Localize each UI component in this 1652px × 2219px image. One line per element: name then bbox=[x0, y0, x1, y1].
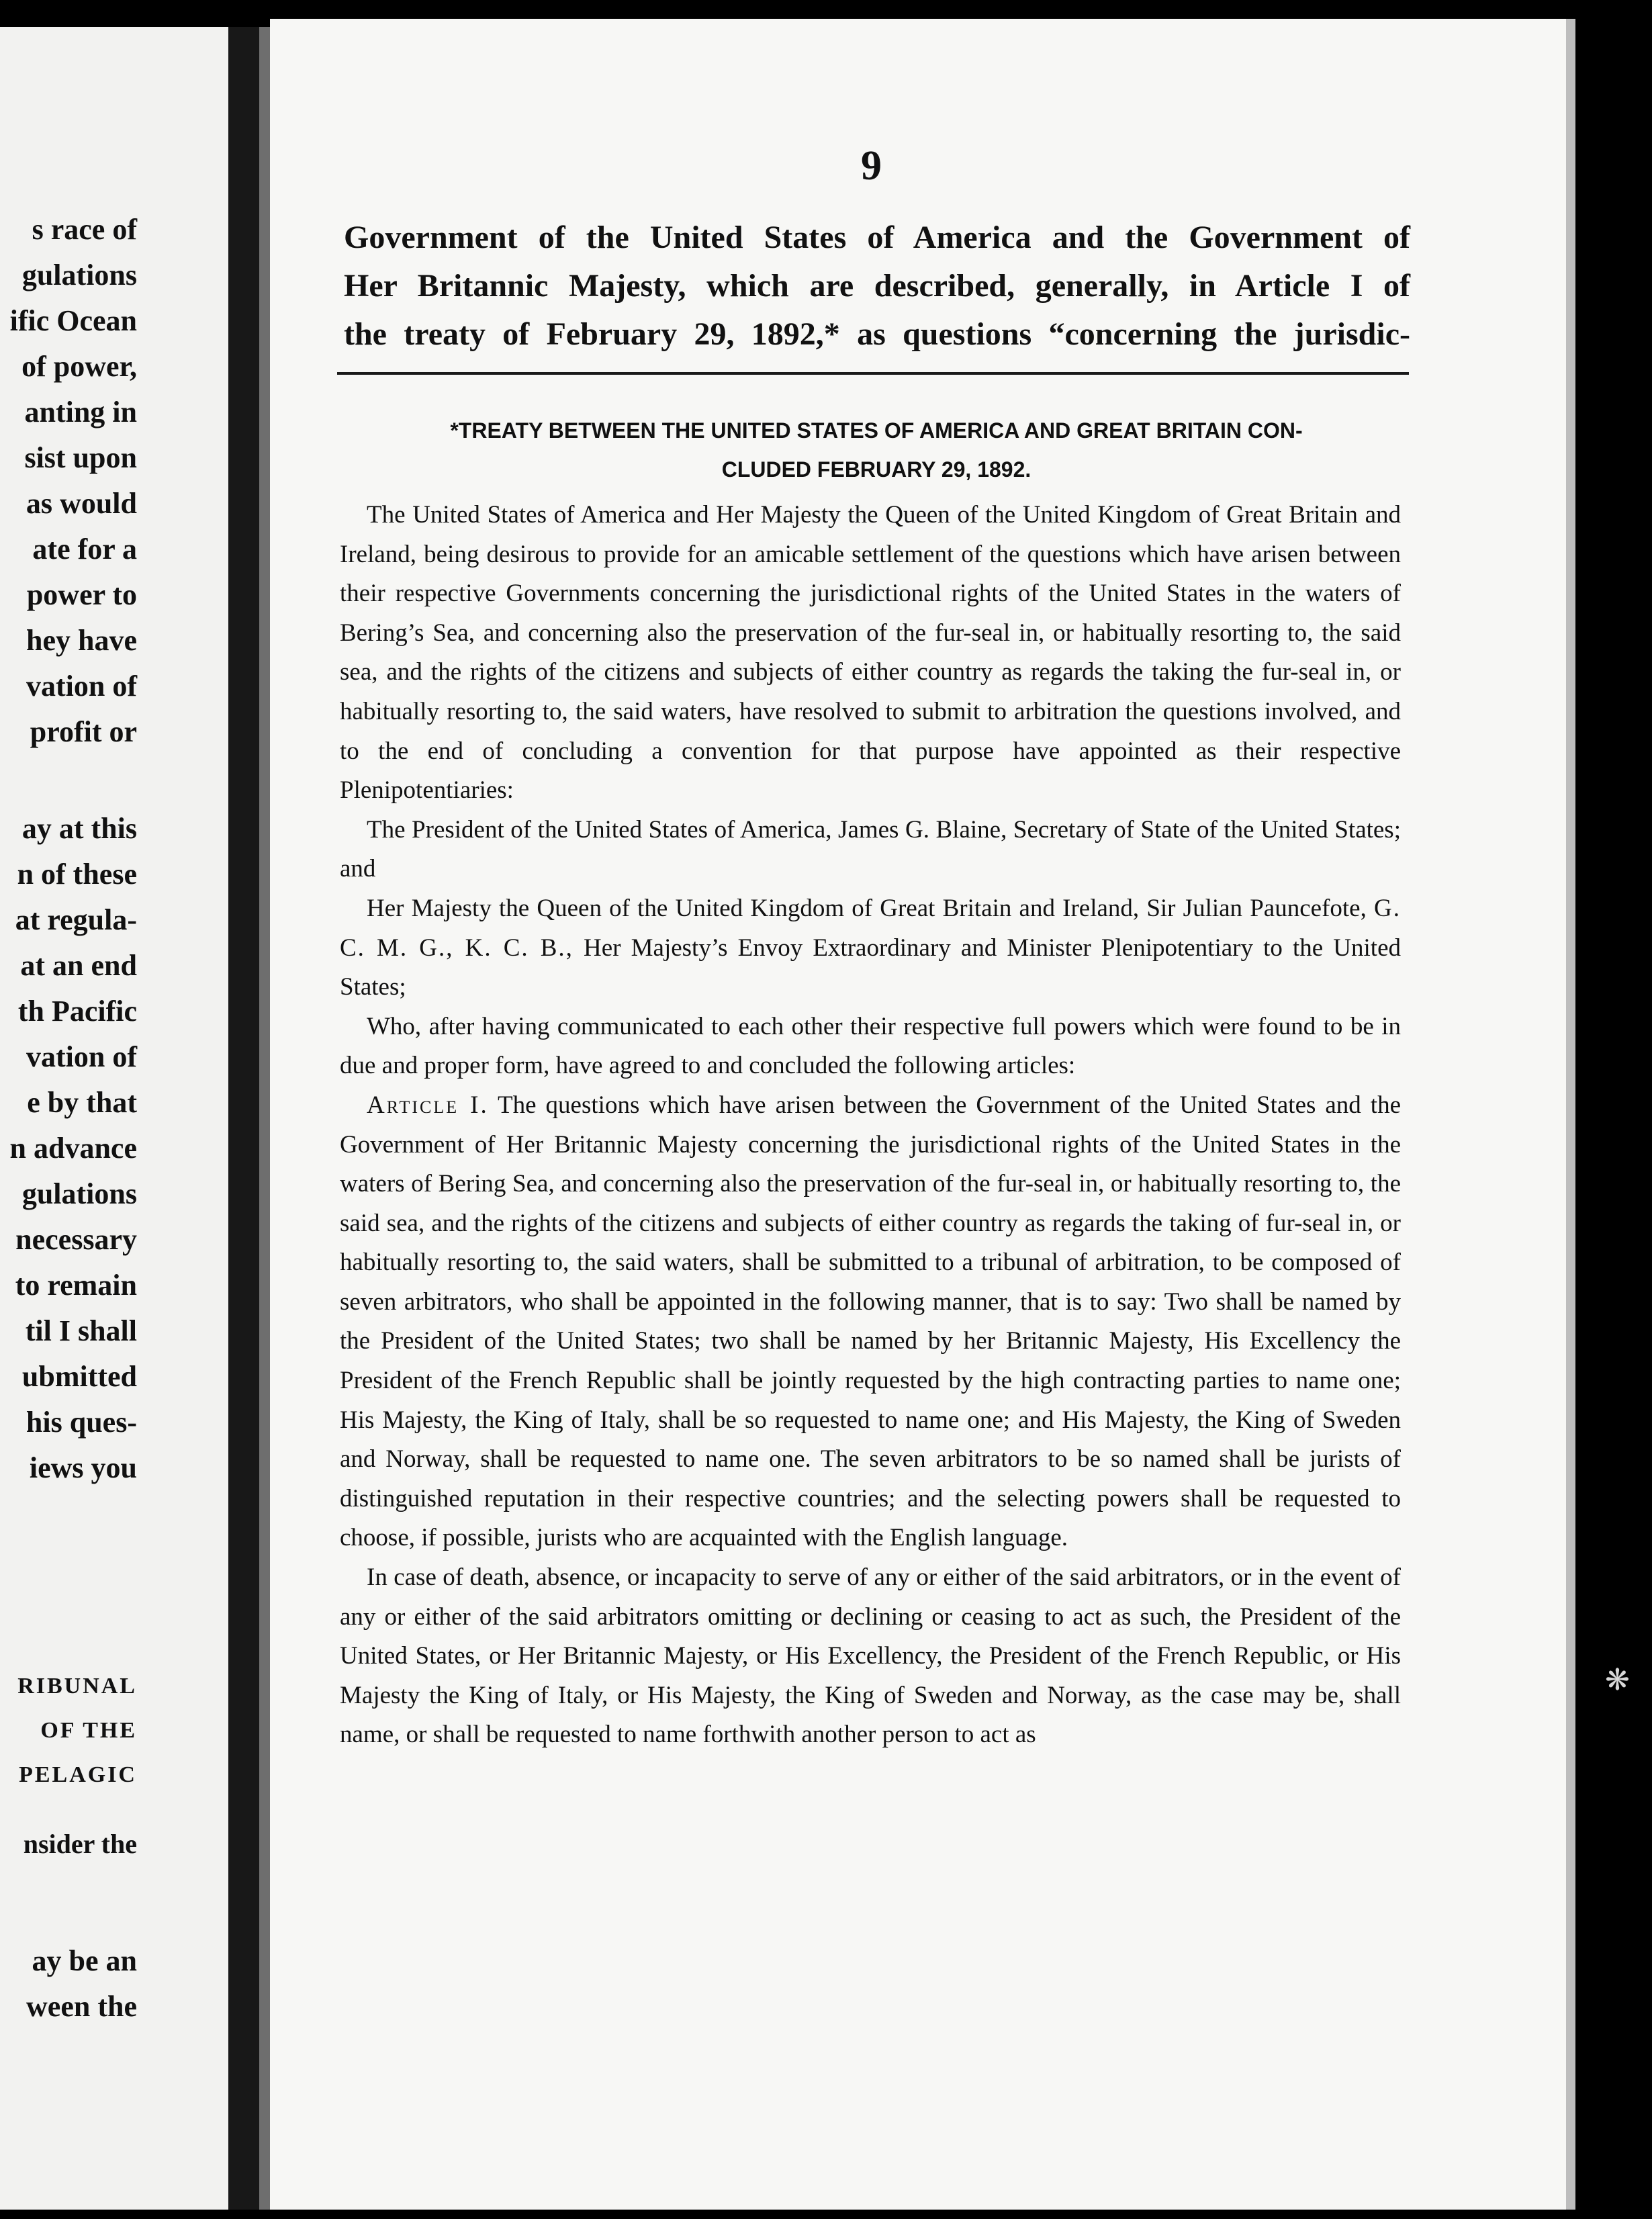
left-page-line: ific Ocean bbox=[9, 304, 137, 337]
left-page-line: gulations bbox=[21, 1177, 137, 1210]
continued-text-line: Government of the United States of America and the Government of bbox=[344, 220, 1410, 255]
treaty-title bbox=[342, 411, 1410, 489]
left-page-line: gulations bbox=[21, 259, 137, 291]
left-page-line: ate for a bbox=[32, 533, 137, 565]
page-number: 9 bbox=[861, 143, 882, 189]
left-page-line: at an end bbox=[20, 949, 137, 982]
full-powers-paragraph: Who, after having communicated to each other their respective full powers which were found to be in due and proper form, have agreed to and concluded the following articles: bbox=[340, 1012, 1401, 1080]
left-page-line: profit or bbox=[30, 715, 137, 748]
article-one-text: The questions which have arisen between the Government of the United States and the Government of Her Britannic Majesty concerning the jurisdictional rights of the United States in the waters of Bering Sea, and concerning also the preservation of the fur-seal in, or habitually resorting to, the said sea, and the rights of the citizens and subjects of either country as regards the taking of fur-seal in, or habitually resorting to, the said waters, shall be submitted to a tribunal of arbitration, to be composed of seven arbitrators, who shall be appointed in the following manner, that is to say: Two shall be named by the President of the United States; two shall be named by her Britannic Majesty, His Excellency the President of the French Republic shall be jointly requested by the high contracting parties to name one; His Majesty, the King of Italy, shall be so requested to name one; and His Majesty, the King of Sweden and Norway, shall be requested to name one. The seven arbitrators to be so named shall be jurists of distinguished reputation in their respective countries; and the selecting powers shall be requested to choose, if possible, jurists who are acquainted with the English language. bbox=[340, 1091, 1401, 1552]
book-gutter-edge bbox=[259, 27, 270, 2210]
left-page-line: as would bbox=[26, 487, 137, 520]
left-page-heading-line: PELAGIC bbox=[19, 1762, 137, 1787]
scan-speck-mark: ❋ bbox=[1605, 1664, 1630, 1696]
left-page-heading-line: RIBUNAL bbox=[17, 1674, 137, 1699]
previous-page-fragment bbox=[0, 27, 228, 2210]
continued-text-block bbox=[344, 214, 1410, 359]
left-page-line: at regula- bbox=[15, 903, 137, 936]
left-page-line: of power, bbox=[21, 350, 137, 383]
plenipotentiary-uk-paragraph bbox=[340, 889, 1401, 1007]
uk-plenipotentiary-honours: G. C. M. G., K. C. B., bbox=[340, 894, 1401, 962]
left-page-line: ubmitted bbox=[21, 1360, 137, 1393]
left-page-line: to remain bbox=[15, 1269, 137, 1302]
left-page-line: his ques- bbox=[26, 1406, 137, 1439]
left-page-line: th Pacific bbox=[17, 995, 137, 1028]
left-page-heading-line: OF THE bbox=[40, 1718, 137, 1743]
left-page-line: necessary bbox=[15, 1223, 137, 1256]
left-page-line: n of these bbox=[17, 858, 137, 891]
left-page-line: power to bbox=[26, 578, 137, 611]
left-page-line: ay at this bbox=[21, 812, 137, 845]
footnote-divider-rule bbox=[337, 372, 1409, 375]
page-edge-shadow bbox=[1566, 19, 1575, 2210]
left-page-line: til I shall bbox=[25, 1314, 137, 1347]
left-page-line: nsider the bbox=[23, 1829, 137, 1859]
left-page-line: ay be an bbox=[32, 1944, 137, 1977]
treaty-title-line: CLUDED FEBRUARY 29, 1892. bbox=[721, 457, 1031, 482]
article-label: Article I. bbox=[367, 1091, 489, 1119]
left-page-line: iews you bbox=[29, 1451, 137, 1484]
left-page-line: vation of bbox=[26, 1040, 137, 1073]
left-page-line: sist upon bbox=[24, 441, 137, 474]
left-page-line: e by that bbox=[27, 1086, 137, 1119]
vacancy-paragraph: In case of death, absence, or incapacity to serve of any or either of the said arbitrators, or in the event of any or either of the said arbitrators omitting or declining or ceasing to act as such, the President of the United States, or Her Britannic Majesty, or His Excellency, the President of the French Republic, or His Majesty the King of Italy, or His Majesty, the King of Sweden and Norway, as the case may be, shall name, or shall be requested to name forthwith another person to act as bbox=[340, 1564, 1401, 1749]
plenipotentiary-us-paragraph: The President of the United States of America, James G. Blaine, Secretary of State of the United States; and bbox=[340, 815, 1401, 883]
left-page-line: vation of bbox=[26, 670, 137, 703]
uk-plenipotentiary-name: Her Majesty the Queen of the United Kingdom of Great Britain and Ireland, Sir Julian Pauncefote, bbox=[367, 894, 1367, 922]
left-page-line: n advance bbox=[9, 1132, 137, 1165]
left-page-line: s race of bbox=[32, 213, 137, 246]
left-page-line: anting in bbox=[24, 396, 137, 428]
preamble-paragraph: The United States of America and Her Majesty the Queen of the United Kingdom of Great Britain and Ireland, being desirous to provide for an amicable settlement of the questions which have arisen between their respective Governments concerning the jurisdictional rights of the United States in the waters of Bering’s Sea, and concerning also the preservation of the fur-seal in, or habitually resorting to, the said sea, and the rights of the citizens and subjects of either country as regards the taking the fur-seal in, or habitually resorting to, the said waters, have resolved to submit to arbitration the questions involved, and to the end of concluding a convention for that purpose have appointed as their respective Plenipotentiaries: bbox=[340, 501, 1401, 805]
treaty-body bbox=[340, 496, 1401, 1755]
continued-text-line: Her Britannic Majesty, which are described, generally, in Article I of bbox=[344, 268, 1410, 304]
left-page-line: hey have bbox=[26, 624, 137, 657]
article-one-paragraph bbox=[340, 1086, 1401, 1558]
book-gutter-shadow bbox=[228, 27, 259, 2210]
uk-plenipotentiary-title: Her Majesty’s Envoy Extraordinary and Minister Plenipotentiary to the United States; bbox=[340, 934, 1401, 1001]
continued-text-line: the treaty of February 29, 1892,* as questions “concerning the jurisdic- bbox=[344, 316, 1410, 352]
treaty-title-line: *TREATY BETWEEN THE UNITED STATES OF AMERICA AND GREAT BRITAIN CON- bbox=[450, 418, 1303, 443]
left-page-line: ween the bbox=[26, 1990, 137, 2023]
